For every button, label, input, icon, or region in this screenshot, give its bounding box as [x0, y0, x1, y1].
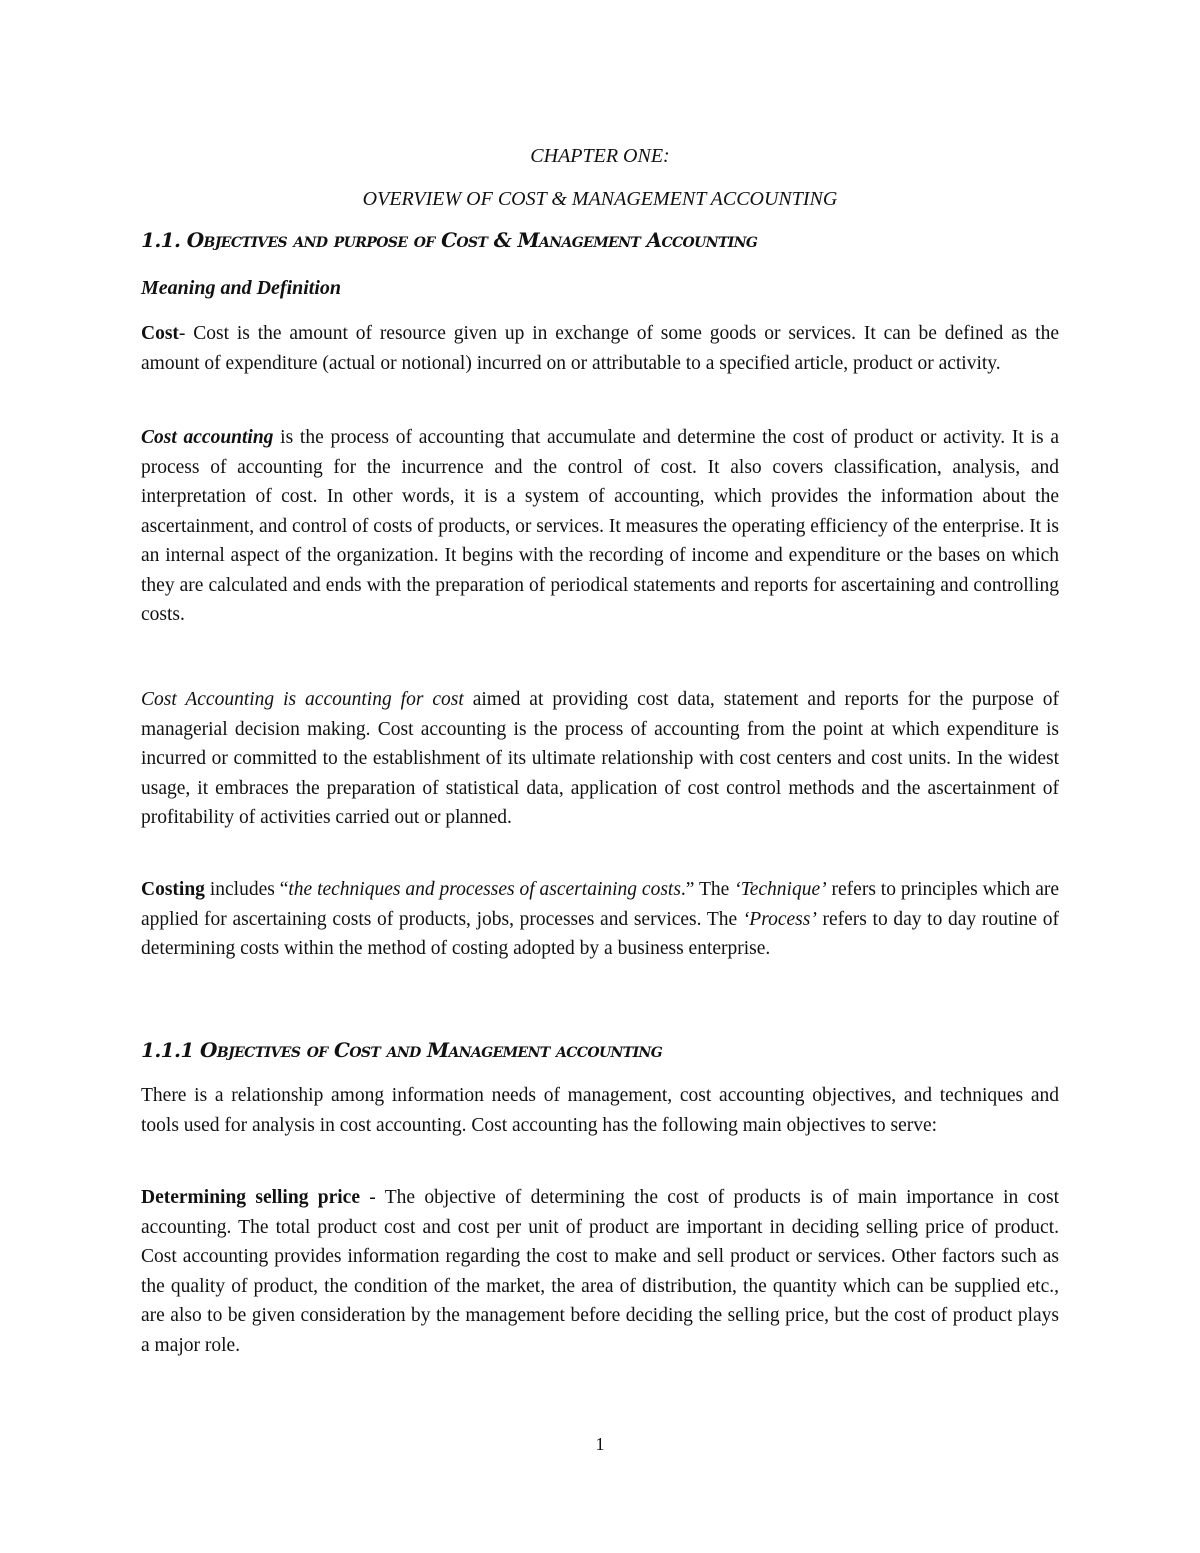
paragraph-cost-accounting-2-text: aimed at providing cost data, statement and reports for the purpose of managerial decision making. Cost accounting is the process of accounting from the point at which expenditure is incurred or committed to the establishment of its ultimate relationship with cost centers and cost units. In the widest usage, it embraces the preparation of statistical data, application of cost control methods and the ascertainment of profitability of activities carried out or planned.: [141, 689, 1059, 828]
term-selling-price: Determining selling price: [141, 1187, 360, 1208]
term-cost-accounting: Cost accounting: [141, 427, 274, 448]
costing-process-term: ‘Process’: [742, 908, 817, 930]
paragraph-relationship: There is a relationship among information needs of management, cost accounting objectives, and techniques and tools used for analysis in cost accounting. Cost accounting has the following main objectives to serve:: [141, 1085, 1059, 1136]
meaning-definition-subheading: Meaning and Definition: [141, 277, 342, 299]
chapter-title: CHAPTER ONE:: [530, 145, 670, 167]
paragraph-selling-price: [141, 1183, 1059, 1360]
paragraph-selling-price-text: - The objective of determining the cost of products is of main importance in cost accounting. The total product cost and cost per unit of product are important in deciding selling price of product. Cost accounting provides information regarding the cost to make and sell product or services. Other factors such as the quality of product, the condition of the market, the area of distribution, the quantity which can be supplied etc., are also to be given consideration by the management before deciding the selling price, but the cost of product plays a major role.: [141, 1187, 1059, 1356]
chapter-subtitle: OVERVIEW OF COST & MANAGEMENT ACCOUNTING: [362, 188, 838, 210]
paragraph-costing: [141, 875, 1059, 964]
paragraph-cost-accounting-text: is the process of accounting that accumulate and determine the cost of product or activity. It is a process of accounting for the incurrence and the control of cost. It also covers classification, analysis, and interpretation of cost. In other words, it is a system of accounting, which provides the information about the ascertainment, and control of costs of products, or services. It measures the operating efficiency of the enterprise. It is an internal aspect of the organization. It begins with the recording of income and expenditure or the bases on which they are calculated and ends with the preparation of periodical statements and reports for ascertaining and controlling costs.: [141, 427, 1059, 625]
paragraph-cost-accounting: [141, 423, 1059, 630]
section-heading-1-1: 1.1. Objectives and purpose of Cost & Management Accounting: [141, 228, 758, 252]
section-heading-1-1-1: 1.1.1 Objectives of Cost and Management accounting: [141, 1038, 663, 1062]
paragraph-cost-accounting-2: [141, 685, 1059, 833]
costing-text-4: refers to day to day routine of determining costs within the method of costing adopted by a business enterprise.: [141, 908, 1059, 959]
paragraph-cost: [141, 319, 1059, 378]
term-costing: Costing: [141, 879, 205, 900]
cost-accounting-lead: Cost Accounting is accounting for cost: [141, 689, 464, 710]
paragraph-cost-text: - Cost is the amount of resource given up in exchange of some goods or services. It can be defined as the amount of expenditure (actual or notional) incurred on or attributable to a specified article, product or activity.: [141, 323, 1059, 374]
costing-text-1: includes “: [204, 879, 289, 900]
costing-text-2: .” The: [680, 879, 735, 900]
costing-quote: the techniques and processes of ascertaining costs: [288, 879, 681, 900]
costing-text-3: refers to principles which are applied for ascertaining costs of products, jobs, processes and services. The: [141, 879, 1059, 930]
term-cost: Cost: [141, 323, 179, 344]
page-number: 1: [595, 1434, 605, 1454]
costing-technique-term: ‘Technique’: [734, 879, 827, 900]
